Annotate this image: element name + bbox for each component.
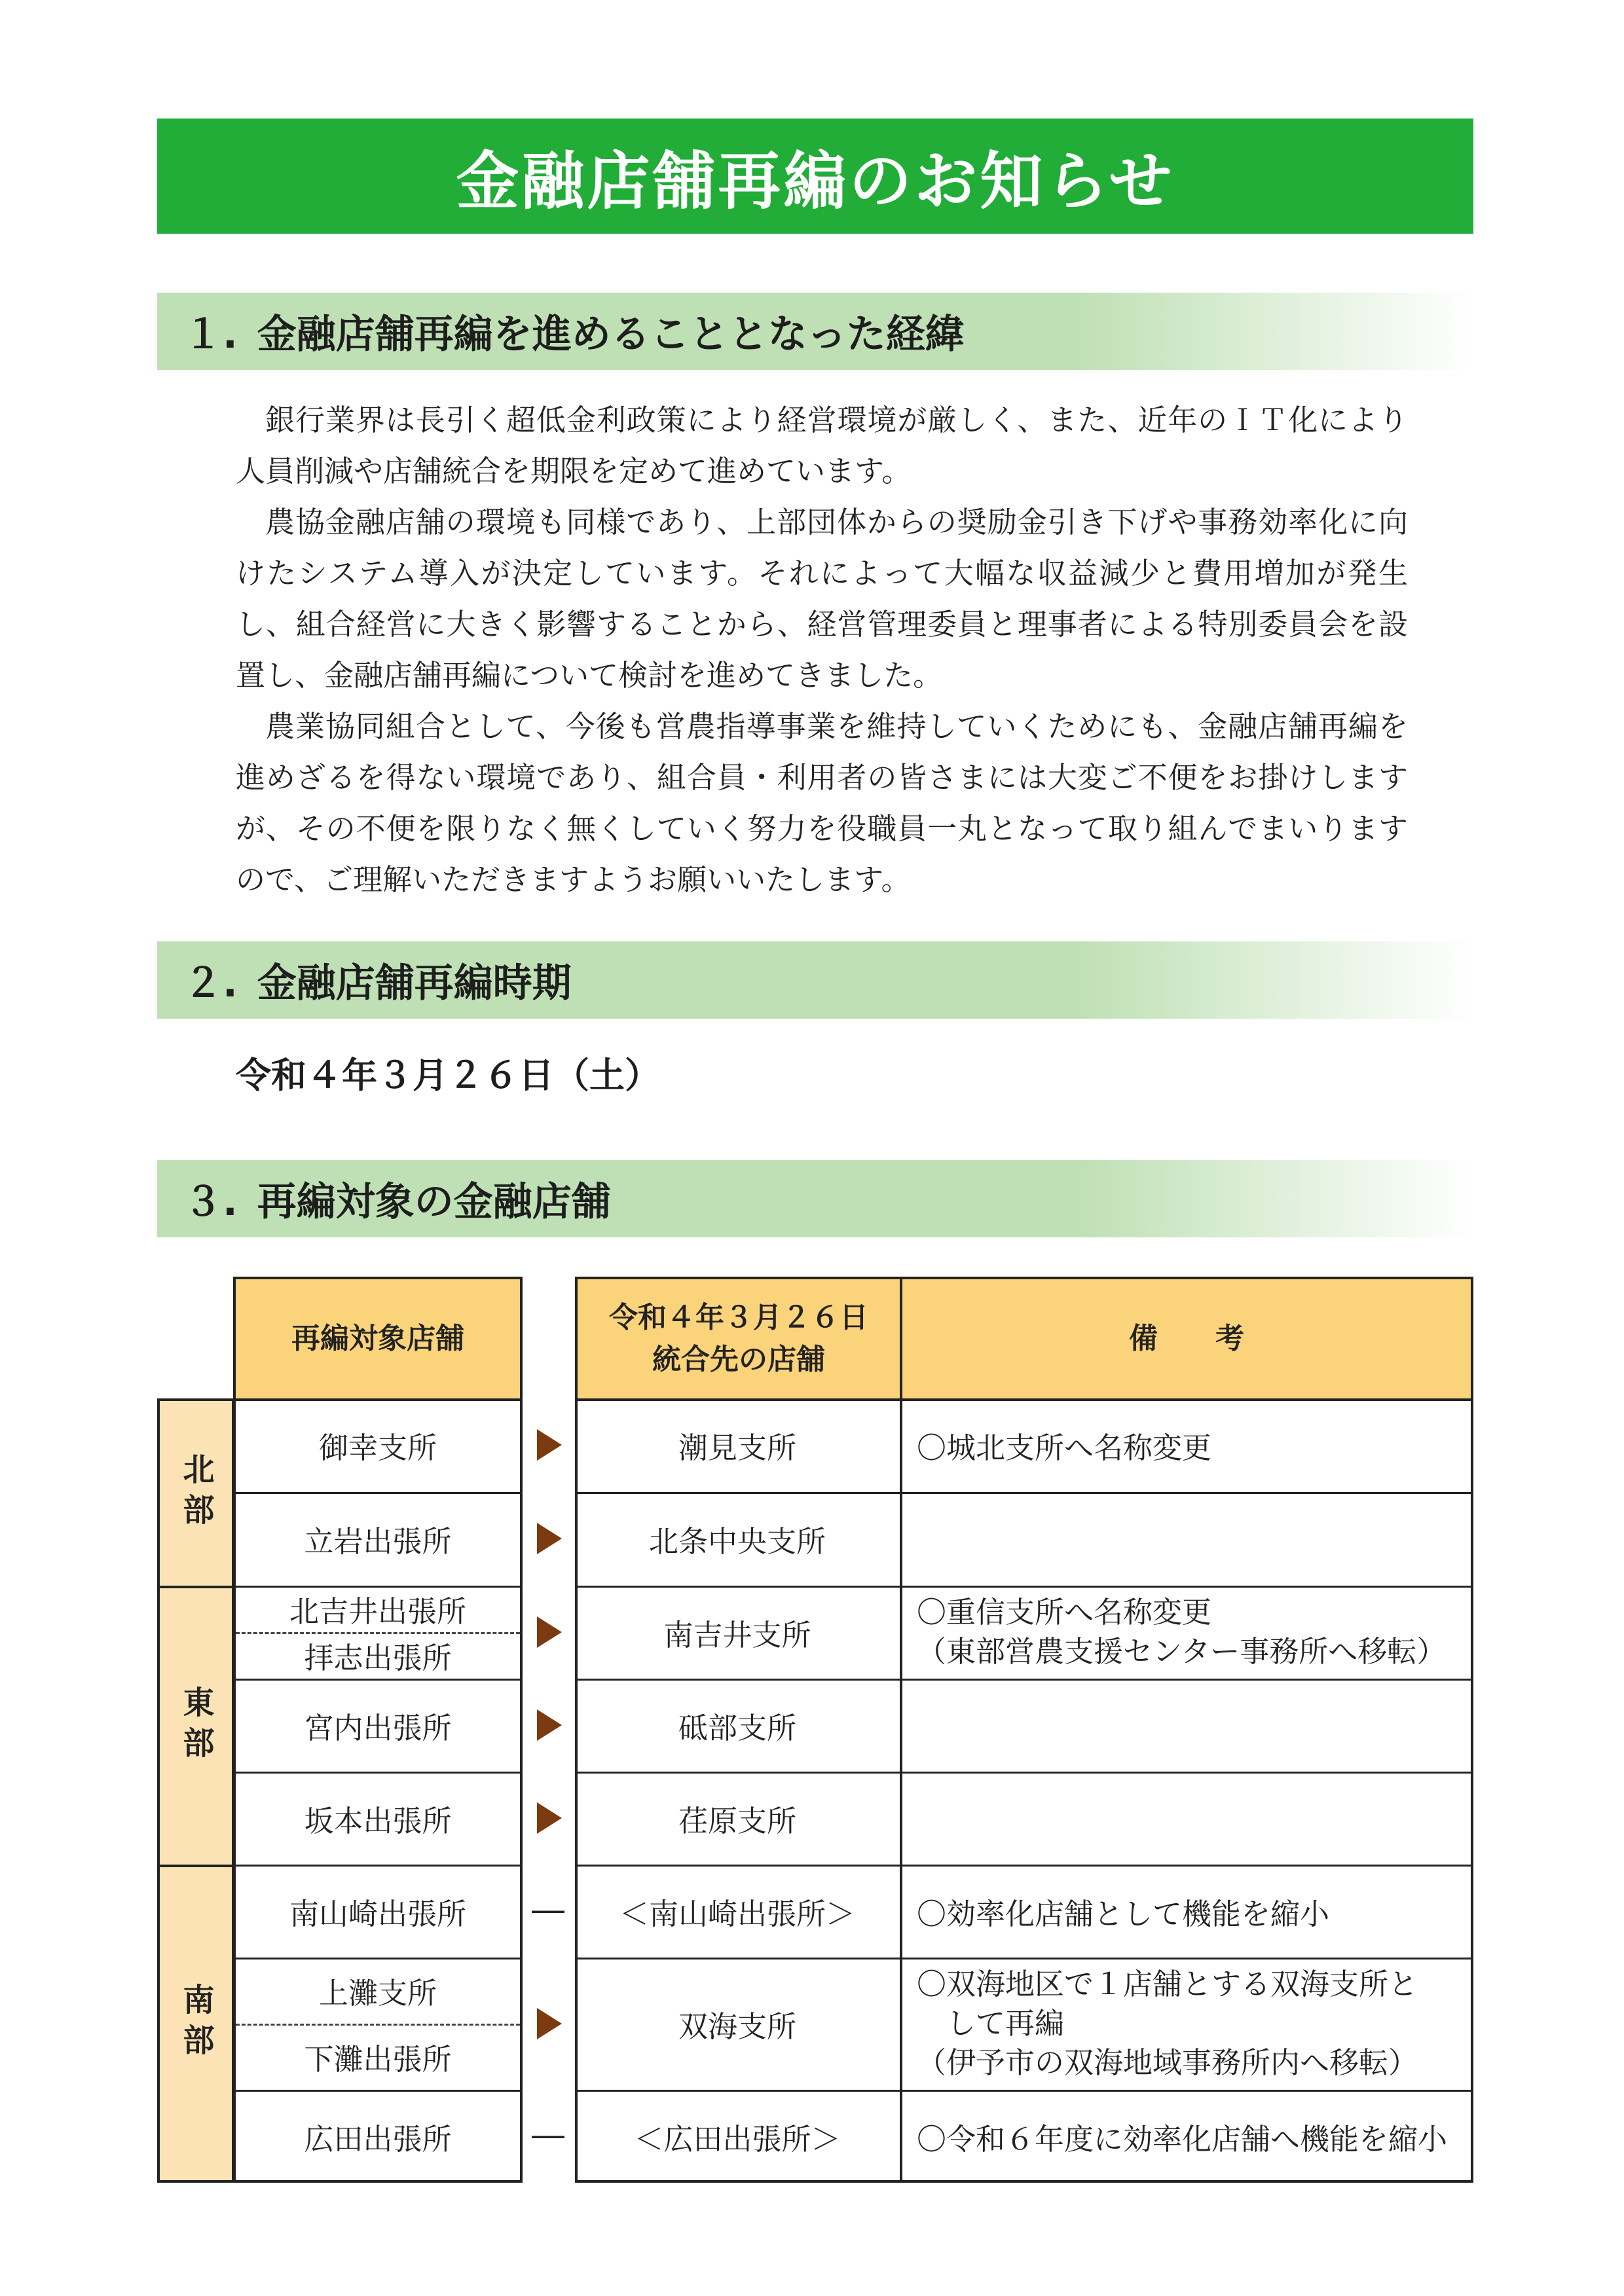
section-2-header — [157, 941, 1473, 1019]
target-store: 立岩出張所 — [304, 1524, 452, 1559]
target-store: 坂本出張所 — [304, 1803, 452, 1838]
no-change-mark: ― — [532, 2116, 564, 2154]
region-north — [157, 1398, 234, 1588]
remark-line: 〇重信支所へ名称変更 — [917, 1595, 1212, 1630]
header-target-store: 再編対象店舗 — [233, 1277, 523, 1401]
header-destination-store — [575, 1277, 902, 1401]
arrow-right-icon — [537, 1709, 562, 1741]
target-store: 宮内出張所 — [304, 1710, 452, 1745]
remark — [900, 1586, 1473, 1679]
header-destination-date: 令和４年３月２６日 — [609, 1301, 868, 1334]
target-store: 拝志出張所 — [304, 1641, 452, 1675]
arrow-right-icon — [537, 1523, 562, 1554]
destination-store: 双海支所 — [678, 2009, 796, 2044]
destination-store: ＜広田出張所＞ — [634, 2121, 841, 2157]
region-north-label: 北部 — [177, 1453, 214, 1534]
target-store: 御幸支所 — [318, 1430, 437, 1465]
section-label: 再編対象の金融店舗 — [257, 1179, 611, 1225]
target-store: 南山崎出張所 — [289, 1896, 466, 1931]
arrow-right-icon — [537, 1616, 562, 1648]
page-title: 金融店舗再編のお知らせ — [157, 118, 1473, 234]
no-change-mark: ― — [532, 1891, 564, 1929]
header-destination-label: 統合先の店舗 — [652, 1343, 825, 1376]
target-store: 上灘支所 — [318, 1976, 437, 2011]
remark: 〇効率化店舗として機能を縮小 — [917, 1896, 1330, 1931]
remark-line: （東部営農支援センター事務所へ移転） — [917, 1634, 1447, 1669]
region-south — [157, 1865, 234, 2183]
header-remarks: 備 考 — [900, 1277, 1473, 1401]
remark-line: 〇双海地区で１店舗とする双海支所と — [917, 1967, 1418, 2001]
region-south-label: 南部 — [177, 1983, 214, 2064]
reorg-date: 令和４年３月２６日（土） — [236, 1055, 660, 1096]
section-3-header — [157, 1160, 1473, 1237]
section-number: １. — [183, 312, 238, 357]
target-store: 北吉井出張所 — [289, 1594, 466, 1629]
remark-line: （伊予市の双海地域事務所内へ移転） — [917, 2045, 1418, 2080]
section-1-header — [157, 293, 1473, 370]
arrow-right-icon — [537, 1429, 562, 1461]
section-number: ２. — [183, 960, 238, 1006]
destination-store: 潮見支所 — [678, 1430, 796, 1465]
section-label: 金融店舗再編時期 — [257, 960, 572, 1006]
destination-store: 荏原支所 — [678, 1803, 796, 1838]
region-east — [157, 1586, 234, 1867]
arrow-right-icon — [537, 1802, 562, 1834]
destination-store: 砥部支所 — [678, 1710, 796, 1745]
paragraph: 銀行業界は長引く超低金利政策により経営環境が厳しく、また、近年のＩＴ化により人員削減や店舗統合を期限を定めて進めています。 — [236, 403, 1408, 488]
remark: 〇城北支所へ名称変更 — [917, 1430, 1212, 1465]
region-east-label: 東部 — [177, 1686, 214, 1767]
target-store: 下灘出張所 — [304, 2042, 452, 2077]
target-store: 広田出張所 — [304, 2121, 452, 2157]
destination-store: 北条中央支所 — [648, 1524, 826, 1559]
section-label: 金融店舗再編を進めることとなった経緯 — [257, 312, 965, 357]
arrow-right-icon — [537, 2008, 562, 2039]
intro-text — [236, 395, 1408, 905]
destination-store: ＜南山崎出張所＞ — [619, 1896, 855, 1931]
remark: 〇令和６年度に効率化店舗へ機能を縮小 — [917, 2121, 1448, 2157]
remark — [900, 1958, 1473, 2090]
remark-line: して再編 — [917, 2006, 1065, 2041]
destination-store: 南吉井支所 — [663, 1617, 811, 1652]
paragraph: 農業協同組合として、今後も営農指導事業を維持していくためにも、金融店舗再編を進めざるを得ない環境であり、組合員・利用者の皆さまには大変ご不便をお掛けしますが、その不便を限りなく無くしていく努力を役職員一丸となって取り組んでまいりますので、ご理解いただきますようお願いいたします。 — [236, 709, 1408, 897]
section-number: ３. — [183, 1179, 238, 1225]
paragraph: 農協金融店舗の環境も同様であり、上部団体からの奨励金引き下げや事務効率化に向けたシステム導入が決定しています。それによって大幅な収益減少と費用増加が発生し、組合経営に大きく影響することから、経営管理委員と理事者による特別委員会を設置し、金融店舗再編について検討を進めてきました。 — [236, 505, 1408, 693]
